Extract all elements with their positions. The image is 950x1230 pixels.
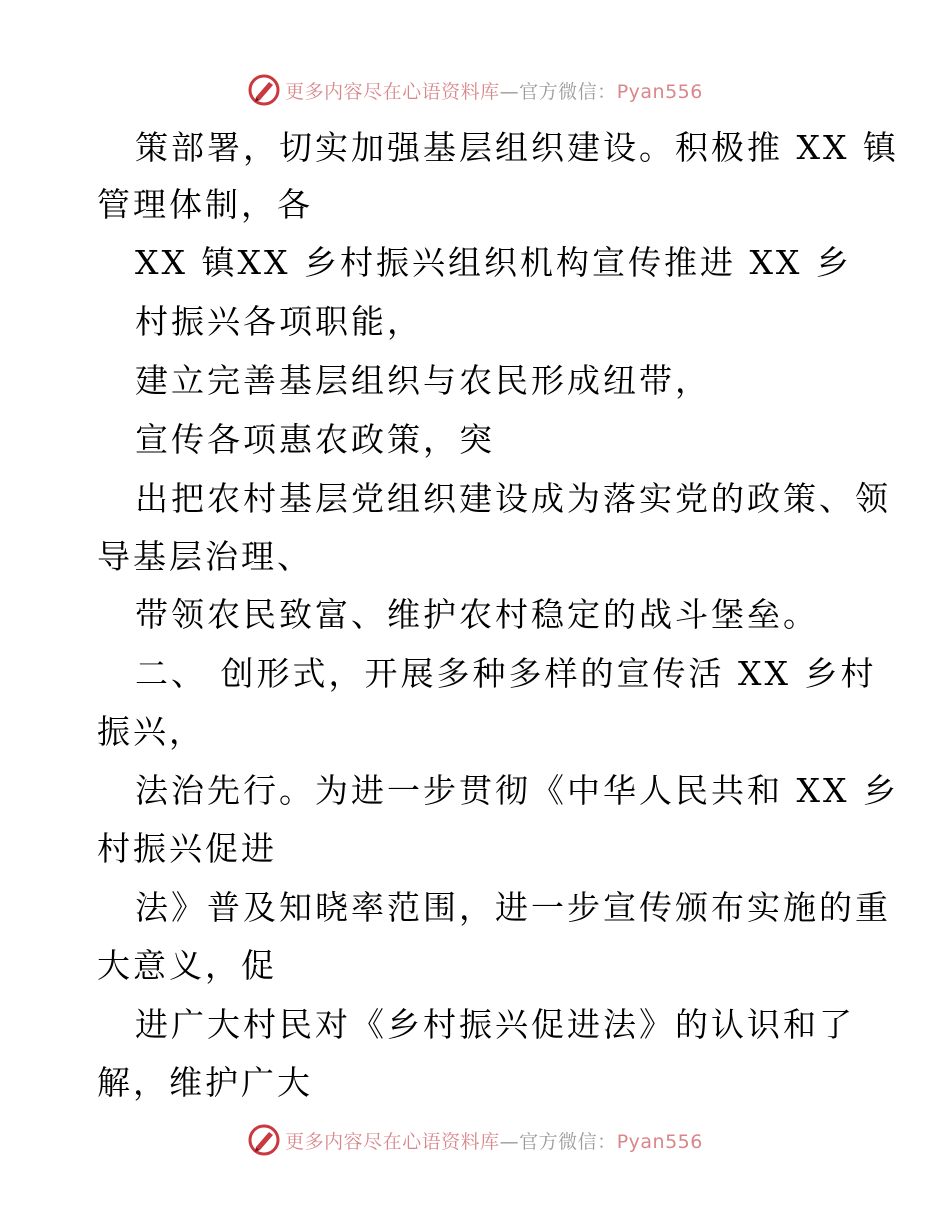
watermark-header — [0, 70, 950, 110]
watermark-id: Pyan556 — [616, 1130, 703, 1153]
body-line: 出把农村基层党组织建设成为落实党的政策、领 — [135, 479, 891, 518]
body-line: XX 镇XX 乡村振兴组织机构宣传推进 XX 乡 — [135, 243, 852, 282]
body-line: 村振兴各项职能， — [135, 302, 423, 341]
body-line: 导基层治理、 — [97, 537, 313, 576]
body-line: 解，维护广大 — [97, 1063, 313, 1102]
watermark-separator: —官方微信： — [499, 80, 617, 103]
watermark-main: 更多内容尽在心语资料库 — [285, 1130, 500, 1153]
body-line: 进广大村民对《乡村振兴促进法》的认识和了 — [135, 1005, 855, 1044]
body-line: 法治先行。为进一步贯彻《中华人民共和 XX 乡 — [135, 771, 899, 810]
body-line: 宣传各项惠农政策，突 — [135, 420, 495, 459]
body-line: 管理体制，各 — [97, 185, 313, 224]
watermark-footer — [0, 1120, 950, 1160]
body-line: 建立完善基层组织与农民形成纽带， — [135, 361, 711, 400]
body-line: 大意义，促 — [97, 946, 277, 985]
watermark-text — [285, 1127, 703, 1154]
watermark-main: 更多内容尽在心语资料库 — [285, 80, 500, 103]
watermark-separator: —官方微信： — [499, 1130, 617, 1153]
body-line: 二、 创形式，开展多种多样的宣传活 XX 乡村 — [135, 654, 877, 693]
pen-logo-icon — [247, 73, 281, 107]
watermark-text — [285, 77, 703, 104]
body-line: 带领农民致富、维护农村稳定的战斗堡垒。 — [135, 595, 819, 634]
body-line: 策部署，切实加强基层组织建设。积极推 XX 镇 — [135, 128, 899, 167]
watermark-id: Pyan556 — [616, 80, 703, 103]
body-line: 村振兴促进 — [97, 829, 277, 868]
pen-logo-icon — [247, 1123, 281, 1157]
body-line: 振兴， — [97, 712, 205, 751]
body-line: 法》普及知晓率范围，进一步宣传颁布实施的重 — [135, 888, 891, 927]
